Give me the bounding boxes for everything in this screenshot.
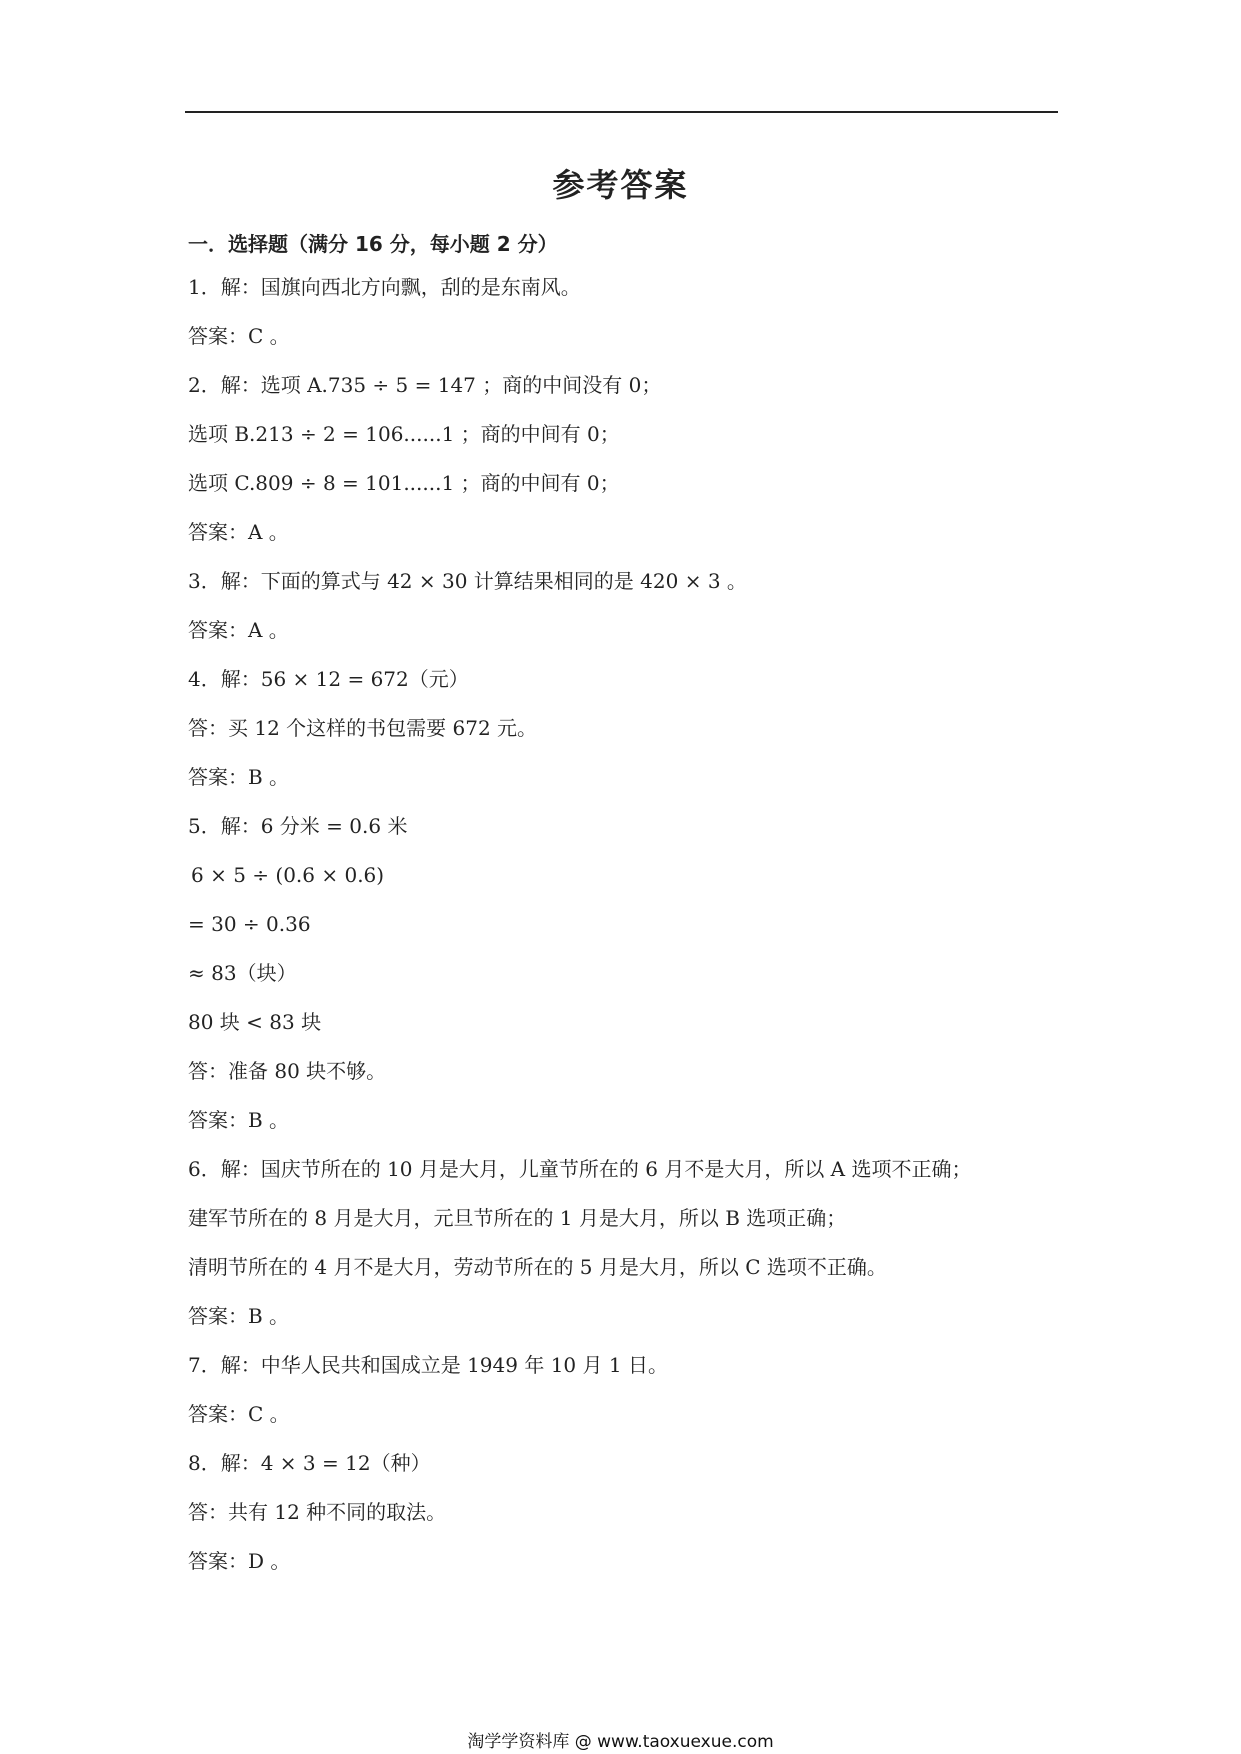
answer-line: 8．解：4 × 3 = 12（种）	[188, 1451, 431, 1475]
answer-line: 80 块 < 83 块	[188, 1010, 322, 1034]
answer-line: 答案：A 。	[188, 618, 289, 642]
answer-line: 1．解：国旗向西北方向飘，刮的是东南风。	[188, 275, 581, 299]
answer-line: 答：买 12 个这样的书包需要 672 元。	[188, 716, 538, 740]
answer-line: 答：共有 12 种不同的取法。	[188, 1500, 447, 1524]
answer-line: 答案：B 。	[188, 1108, 290, 1132]
answer-line: 选项 C.809 ÷ 8 = 101......1 ；商的中间有 0；	[188, 471, 620, 495]
answer-line: 答：准备 80 块不够。	[188, 1059, 387, 1083]
page-title: 参考答案	[552, 166, 689, 204]
answer-line: 答案：B 。	[188, 765, 290, 789]
answer-line: 7．解：中华人民共和国成立是 1949 年 10 月 1 日。	[188, 1353, 668, 1377]
answer-line: 答案：A 。	[188, 520, 289, 544]
answer-line: 5．解：6 分米 = 0.6 米	[188, 814, 408, 838]
answer-line: 答案：B 。	[188, 1304, 290, 1328]
answer-line: 2．解：选项 A.735 ÷ 5 = 147 ；商的中间没有 0；	[188, 373, 662, 397]
answer-line: 答案：C 。	[188, 324, 290, 348]
answer-line: = 30 ÷ 0.36	[188, 912, 311, 936]
answer-line: 6 × 5 ÷ (0.6 × 0.6)	[191, 863, 385, 887]
answer-line: 4．解：56 × 12 = 672（元）	[188, 667, 469, 691]
answer-line: 选项 B.213 ÷ 2 = 106......1 ；商的中间有 0；	[188, 422, 620, 446]
answer-line: 答案：D 。	[188, 1549, 291, 1573]
answer-line: 3．解：下面的算式与 42 × 30 计算结果相同的是 420 × 3 。	[188, 569, 747, 593]
footer-watermark: 淘学学资料库 @ www.taoxuexue.com	[467, 1732, 774, 1752]
answer-line: 答案：C 。	[188, 1402, 290, 1426]
section-heading: 一．选择题（满分 16 分，每小题 2 分）	[188, 232, 558, 256]
answer-line: 建军节所在的 8 月是大月，元旦节所在的 1 月是大月，所以 B 选项正确；	[188, 1206, 847, 1230]
answer-line: 清明节所在的 4 月不是大月，劳动节所在的 5 月是大月，所以 C 选项不正确。	[188, 1255, 887, 1279]
answer-line: ≈ 83（块）	[188, 961, 297, 985]
header-rule	[185, 111, 1058, 113]
answer-line: 6．解：国庆节所在的 10 月是大月，儿童节所在的 6 月不是大月，所以 A 选项不正确；	[188, 1157, 972, 1181]
